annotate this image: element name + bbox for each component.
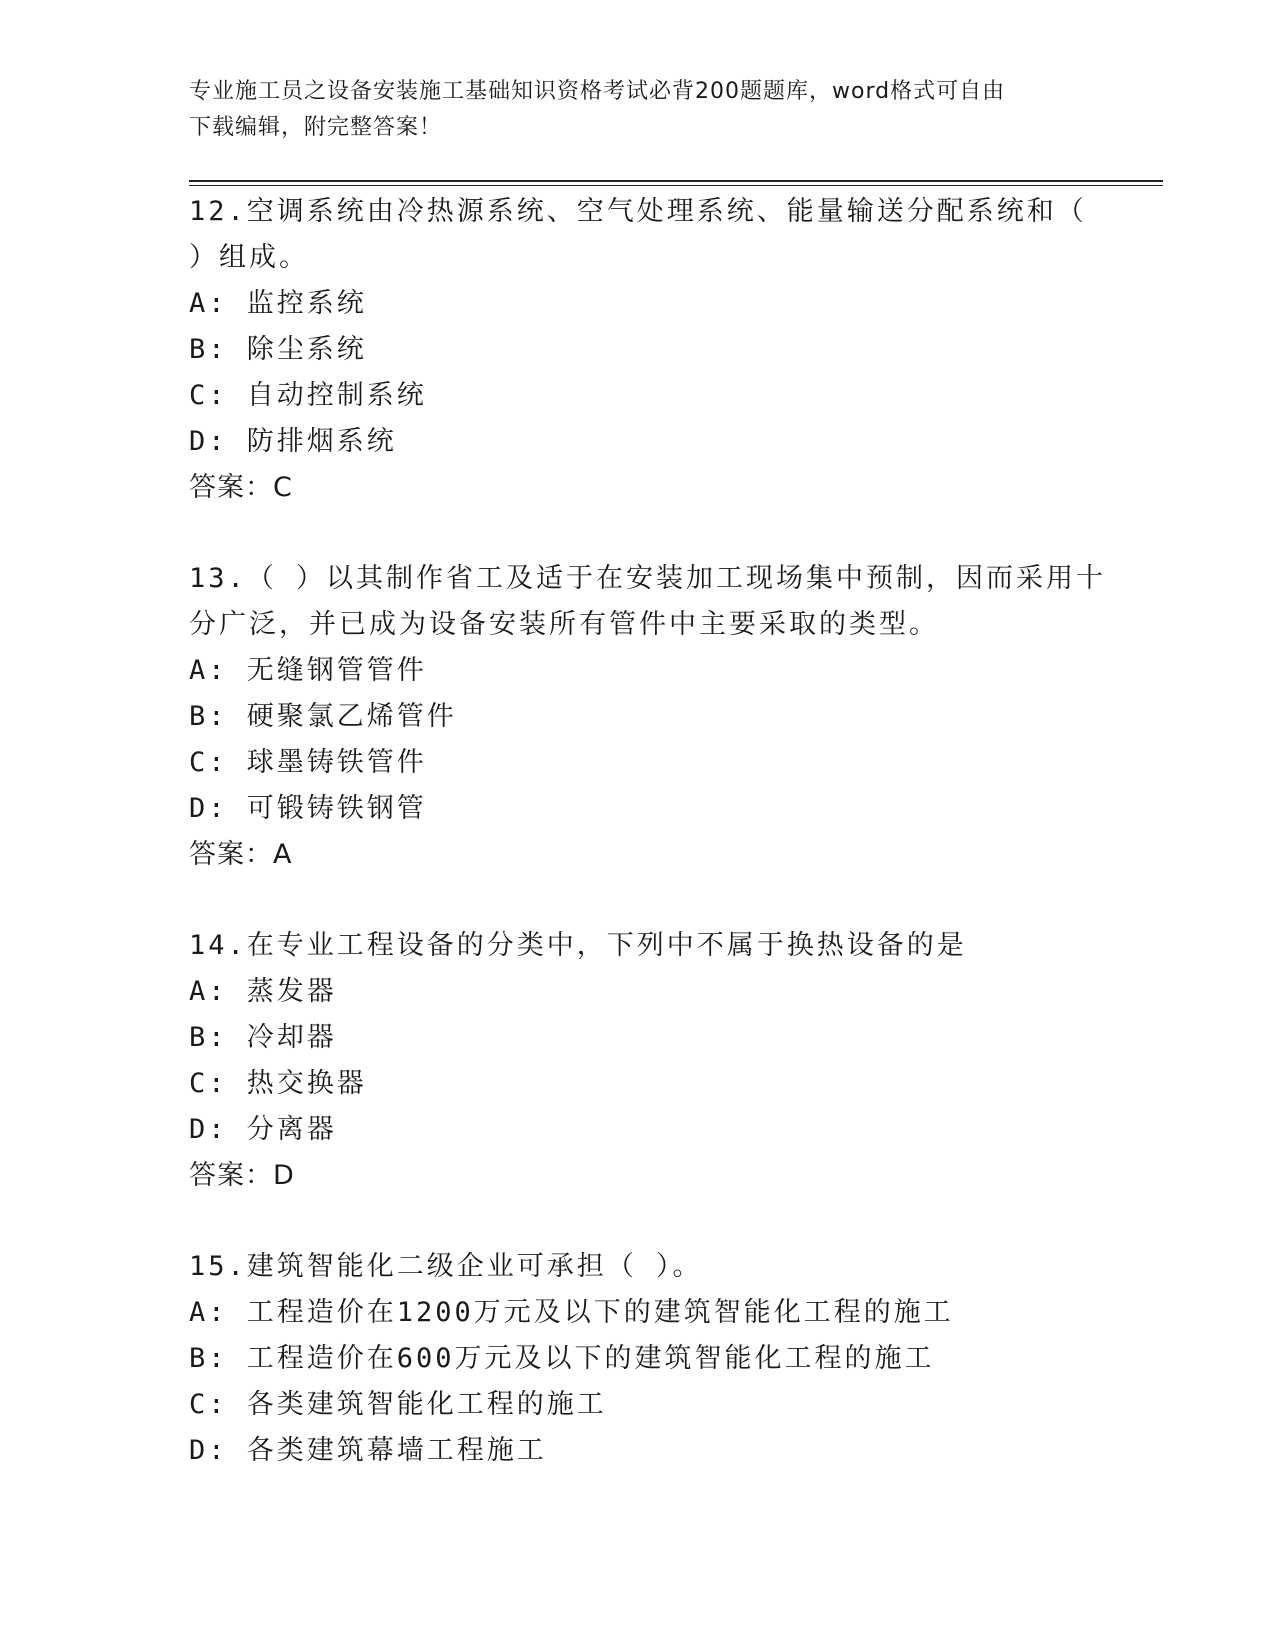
- answer-label: 答案：C: [189, 472, 293, 503]
- option-b: B: 除尘系统: [189, 334, 367, 365]
- question-stem-continued: ）组成。: [189, 242, 309, 273]
- question-stem: 13.（ ）以其制作省工及适于在安装加工现场集中预制，因而采用十: [189, 563, 1107, 594]
- header-line-2: 下载编辑，附完整答案！: [189, 115, 443, 140]
- option-c: C: 各类建筑智能化工程的施工: [189, 1389, 607, 1420]
- option-c: C: 自动控制系统: [189, 380, 427, 411]
- question-stem: 14.在专业工程设备的分类中，下列中不属于换热设备的是: [189, 930, 967, 961]
- option-a: A: 无缝钢管管件: [189, 655, 427, 686]
- option-a: A: 工程造价在1200万元及以下的建筑智能化工程的施工: [189, 1297, 954, 1328]
- question-12: [189, 189, 1089, 511]
- option-c: C: 热交换器: [189, 1068, 367, 1099]
- option-a: A: 蒸发器: [189, 976, 337, 1007]
- option-d: D: 防排烟系统: [189, 426, 397, 457]
- header-line-1: 专业施工员之设备安装施工基础知识资格考试必背200题题库，word格式可自由: [189, 79, 1006, 104]
- option-b: B: 工程造价在600万元及以下的建筑智能化工程的施工: [189, 1343, 935, 1374]
- header-divider-thick: [189, 180, 1163, 182]
- option-d: D: 分离器: [189, 1114, 337, 1145]
- question-14: [189, 923, 1089, 1199]
- option-d: D: 各类建筑幕墙工程施工: [189, 1435, 547, 1466]
- option-d: D: 可锻铸铁钢管: [189, 793, 427, 824]
- option-c: C: 球墨铸铁管件: [189, 747, 427, 778]
- option-b: B: 冷却器: [189, 1022, 337, 1053]
- option-a: A: 监控系统: [189, 288, 367, 319]
- question-stem-continued: 分广泛，并已成为设备安装所有管件中主要采取的类型。: [189, 609, 939, 640]
- question-stem: 15.建筑智能化二级企业可承担（ ）。: [189, 1251, 703, 1282]
- option-b: B: 硬聚氯乙烯管件: [189, 701, 457, 732]
- answer-label: 答案：D: [189, 1160, 295, 1191]
- document-header: [189, 74, 1089, 146]
- answer-label: 答案：A: [189, 839, 293, 870]
- question-13: [189, 556, 1107, 878]
- header-divider-thin: [189, 185, 1163, 186]
- question-list: [189, 189, 1107, 1519]
- question-15: [189, 1244, 1089, 1474]
- question-stem: 12.空调系统由冷热源系统、空气处理系统、能量输送分配系统和（: [189, 196, 1087, 227]
